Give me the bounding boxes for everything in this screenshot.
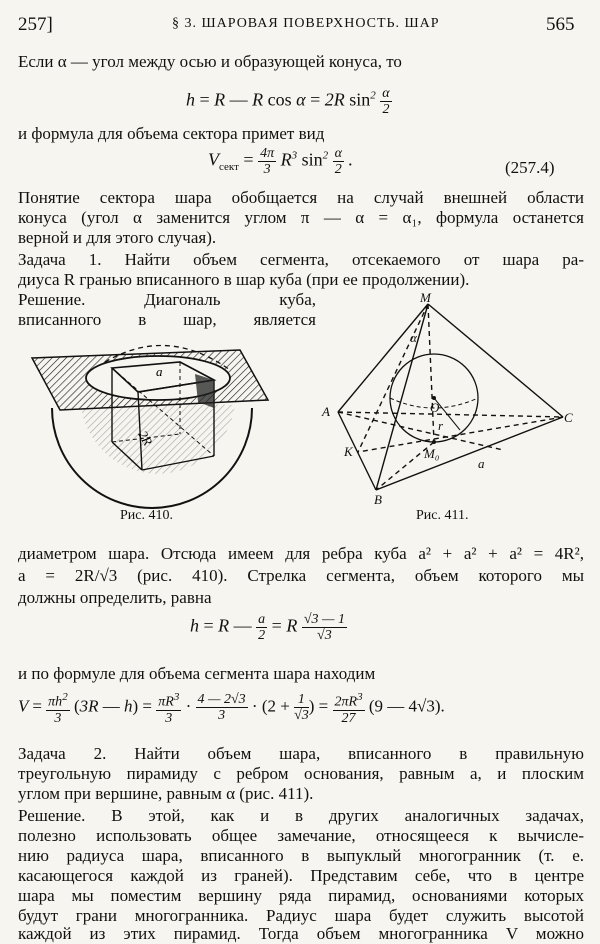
figure-410-label-2R: 2R xyxy=(135,428,156,449)
problem-1-heading: Задача 1. Найти объем сегмента, отсекаемого от шара ра- xyxy=(18,250,584,269)
figure-411-label-alpha: α xyxy=(410,330,417,345)
text-line: углом при вершине, равным α (рис. 411). xyxy=(18,784,314,803)
figure-411-label-C: C xyxy=(564,410,573,425)
text-line: полезно использовать общее замечание, относящееся к вычисле- xyxy=(18,826,584,845)
equation-segment-volume: V = $\frac{\pi h^2}{3}$ (3R — h) = $\frac{\pi R^3}{3}$ · $\frac{4 — 2√3}{3}$ · (2 + $\frac{1}{√3}$ ) = $\frac{2\pi R^3}{27}$ (9 — 4√3). xyxy=(18,691,445,726)
text-line: и формула для объема сектора примет вид xyxy=(18,124,325,143)
figure-411-caption: Рис. 411. xyxy=(416,508,469,523)
text-line: a = 2R/√3 (рис. 410). Стрелка сегмента, объем которого мы xyxy=(18,566,584,585)
figure-411-label-A: A xyxy=(322,404,330,419)
figure-411-label-r: r xyxy=(438,418,444,433)
equation-height: h = R — R cos α = 2R $\sin^2$ $\frac{\alpha}{2}$ xyxy=(186,86,390,117)
text-line: касающегося каждой из граней). Представим себе, что в центре xyxy=(18,866,584,885)
text-line: каждой из этих пирамид. Тогда объем многогранника V можно xyxy=(18,924,584,943)
text-line: должны определить, равна xyxy=(18,588,212,607)
text-line: будут грани многогранника. Радиус шара будет служить высотой xyxy=(18,906,584,925)
text-line: верной и для этого случая). xyxy=(18,228,217,247)
figure-411-label-M0: M₀ xyxy=(424,446,440,461)
text-line: Понятие сектора шара обобщается на случай внешней области xyxy=(18,188,584,207)
text-line: Если α — угол между осью и образующей конуса, то xyxy=(18,52,402,71)
equation-segment-height: h = R — $\frac{a}{2}$ = R $\frac{√3 — 1}{√3}$ xyxy=(190,612,345,643)
figure-411-label-a: a xyxy=(478,456,485,471)
page-number: 565 xyxy=(546,14,575,35)
figure-410-caption: Рис. 410. xyxy=(120,508,173,523)
figure-411-label-O: O xyxy=(430,400,440,415)
solution-1-start: Решение. Диагональ куба, xyxy=(18,290,316,309)
figure-411-label-M: M xyxy=(420,290,431,305)
figure-411-label-K: K xyxy=(344,444,353,459)
text-line: вписанного в шар, является xyxy=(18,310,316,329)
problem-2-heading: Задача 2. Найти объем шара, вписанного в правильную xyxy=(18,744,584,763)
text-line: шара мы поместим вершину ряда пирамид, основаниями которых xyxy=(18,886,584,905)
page-header-left: 257] xyxy=(18,14,53,35)
text-line: диаметром шара. Отсюда имеем для ребра куба a² + a² + a² = 4R², xyxy=(18,544,584,563)
solution-2-start: Решение. В этой, как и в других аналогичных задачах, xyxy=(18,806,584,825)
figure-411 xyxy=(318,290,580,512)
figure-410 xyxy=(30,330,270,520)
text-line: конуса (угол α заменится углом π — α = α₁, формула останется xyxy=(18,208,584,227)
text-line: треугольную пирамиду с ребром основания, равным a, и плоским xyxy=(18,764,584,783)
text-line: диуса R гранью вписанного в шар куба (при ее продолжении). xyxy=(18,270,470,289)
text-line: нию радиуса шара, вписанного в выпуклый многогранник (т. е. xyxy=(18,846,584,865)
page-header-title: § 3. ШАРОВАЯ ПОВЕРХНОСТЬ. ШАР xyxy=(172,16,440,31)
equation-sector-volume: $V_{сект}$ = $\frac{4\pi}{3}$ $R^3$ $\sin^2$ $\frac{\alpha}{2}$ . xyxy=(208,146,353,177)
figure-410-label-a: a xyxy=(156,364,163,379)
figure-411-label-B: B xyxy=(374,492,382,507)
text-line: и по формуле для объема сегмента шара находим xyxy=(18,664,376,683)
equation-number: (257.4) xyxy=(505,158,555,177)
